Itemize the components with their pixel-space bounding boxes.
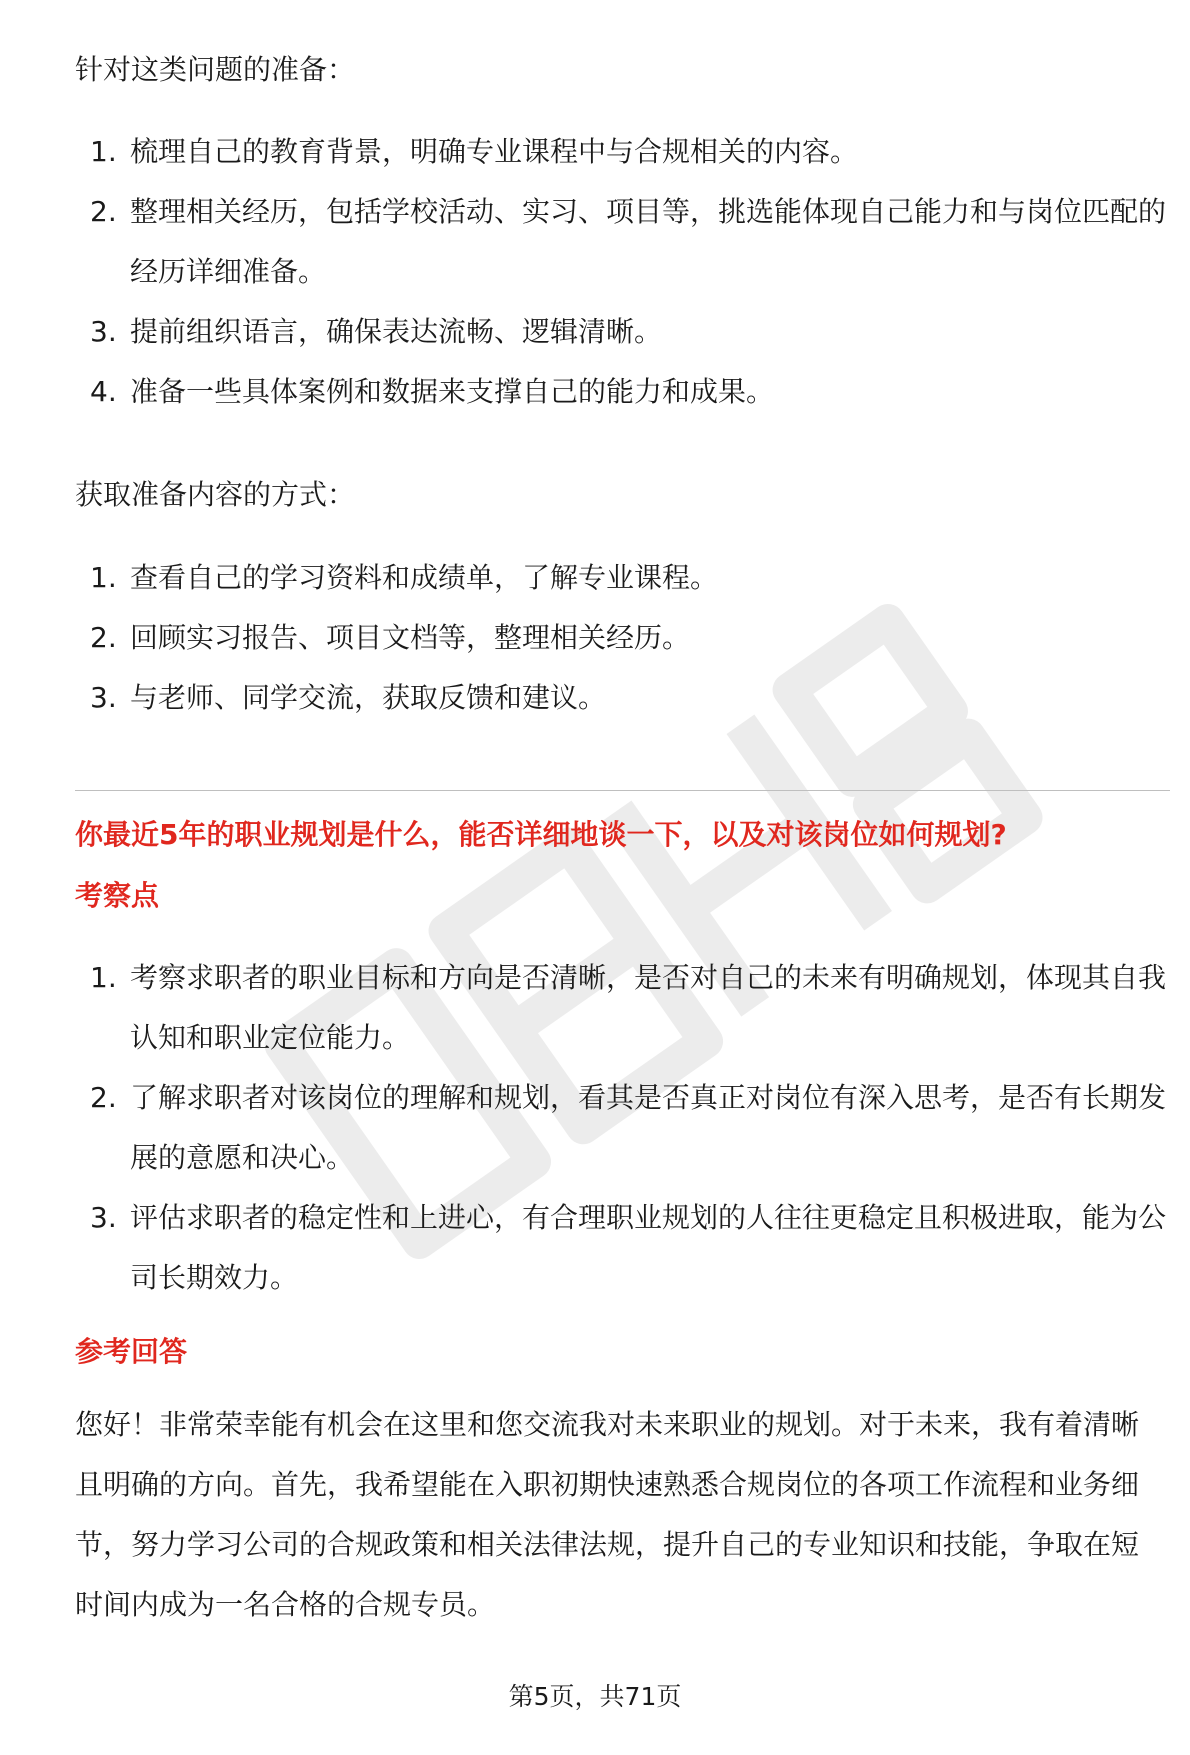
question-title: 你最近5年的职业规划是什么，能否详细地谈一下，以及对该岗位如何规划? bbox=[75, 818, 1007, 851]
list-item bbox=[75, 122, 1170, 182]
section-divider bbox=[75, 790, 1170, 791]
page-number: 第5页，共71页 bbox=[508, 1682, 682, 1711]
answer-text: 您好！非常荣幸能有机会在这里和您交流我对未来职业的规划。对于未来，我有着清晰且明确的方向。首先，我希望能在入职初期快速熟悉合规岗位的各项工作流程和业务细节，努力学习公司的合规政策和相关法律法规，提升自己的专业知识和技能，争取在短时间内成为一名合格的合规专员。 bbox=[75, 1408, 1140, 1621]
list-number: 3. bbox=[90, 681, 117, 714]
list-item bbox=[75, 1068, 1170, 1188]
list-text: 回顾实习报告、项目文档等，整理相关经历。 bbox=[130, 621, 691, 654]
list-text: 准备一些具体案例和数据来支撑自己的能力和成果。 bbox=[130, 375, 775, 408]
list-item bbox=[75, 302, 1170, 362]
list-number: 2. bbox=[90, 1081, 117, 1114]
list-number: 1. bbox=[90, 561, 117, 594]
methods-heading: 获取准备内容的方式： bbox=[75, 478, 356, 511]
list-text: 查看自己的学习资料和成绩单，了解专业课程。 bbox=[130, 561, 719, 594]
list-number: 2. bbox=[90, 195, 117, 228]
list-number: 4. bbox=[90, 375, 117, 408]
list-item bbox=[75, 362, 1170, 422]
list-text: 整理相关经历，包括学校活动、实习、项目等，挑选能体现自己能力和与岗位匹配的经历详细准备。 bbox=[130, 195, 1167, 288]
list-number: 2. bbox=[90, 621, 117, 654]
list-text: 梳理自己的教育背景，明确专业课程中与合规相关的内容。 bbox=[130, 135, 859, 168]
document-page bbox=[75, 0, 1170, 1755]
list-text: 评估求职者的稳定性和上进心，有合理职业规划的人往往更稳定且积极进取，能为公司长期效力。 bbox=[130, 1201, 1167, 1294]
list-number: 3. bbox=[90, 315, 117, 348]
list-number: 1. bbox=[90, 135, 117, 168]
list-item bbox=[75, 948, 1170, 1068]
prep-list bbox=[75, 122, 1170, 422]
list-number: 3. bbox=[90, 1201, 117, 1234]
list-text: 了解求职者对该岗位的理解和规划，看其是否真正对岗位有深入思考，是否有长期发展的意愿和决心。 bbox=[130, 1081, 1167, 1174]
list-number: 1. bbox=[90, 961, 117, 994]
prep-heading: 针对这类问题的准备： bbox=[75, 53, 356, 86]
focus-label: 考察点 bbox=[75, 879, 160, 912]
methods-list bbox=[75, 548, 1170, 728]
list-item bbox=[75, 668, 1170, 728]
list-text: 考察求职者的职业目标和方向是否清晰，是否对自己的未来有明确规划，体现其自我认知和职业定位能力。 bbox=[130, 961, 1167, 1054]
list-item bbox=[75, 548, 1170, 608]
answer-label: 参考回答 bbox=[75, 1335, 188, 1368]
list-item bbox=[75, 182, 1170, 302]
list-text: 与老师、同学交流，获取反馈和建议。 bbox=[130, 681, 607, 714]
list-item bbox=[75, 1188, 1170, 1308]
list-item bbox=[75, 608, 1170, 668]
focus-list bbox=[75, 948, 1170, 1308]
list-text: 提前组织语言，确保表达流畅、逻辑清晰。 bbox=[130, 315, 663, 348]
